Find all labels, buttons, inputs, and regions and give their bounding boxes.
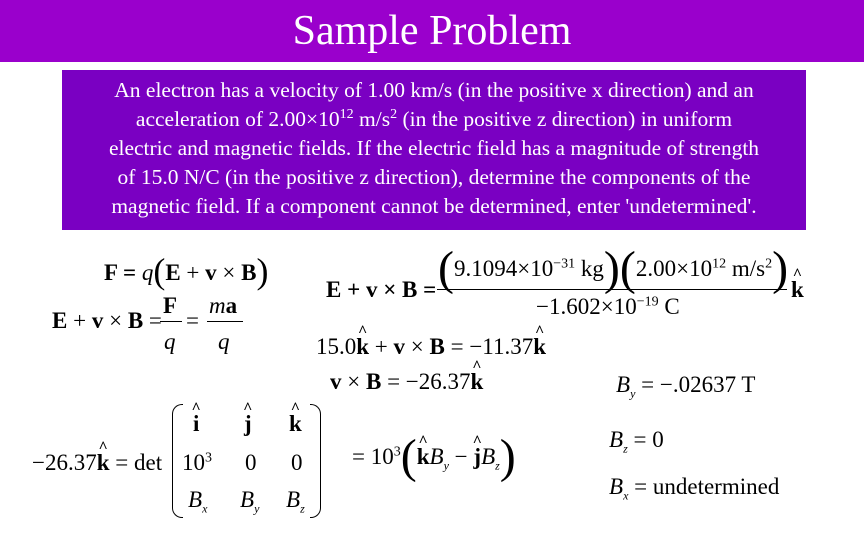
matrix-j-hat: ^ j [244, 411, 252, 437]
result-By: $B_y = -.02637$ T [616, 372, 756, 401]
substituted-k-unit: ^ k [791, 277, 804, 303]
fraction-bar-ma [207, 321, 243, 322]
lorentz-force-equation: F = q(E + v × B) [104, 251, 269, 291]
substituted-denominator: $-1.602\times 10^{-19}$ C [536, 294, 680, 319]
fraction-ma-denominator: q [218, 329, 230, 354]
problem-line-3: electric and magnetic fields. If the electric field has a magnitude of strength [108, 136, 760, 160]
problem-line-4: of 15.0 N/C (in the positive z direction), determine the components of the [117, 165, 751, 189]
rearranged-equation-lhs: E + v × B = [52, 308, 162, 333]
matrix-row2-col1: $10^3$ [182, 450, 212, 475]
matrix-i-hat: ^ i [193, 411, 199, 437]
expanded-determinant: = $10^3(\^{}$ $kB_y$ − ^ $jB_z$) [352, 442, 516, 472]
fraction-bar-F [160, 321, 182, 322]
step-a-equation: 15.0^ k + v × B = −11.37^ k [316, 334, 546, 360]
problem-line-5: magnetic field. If a component cannot be determined, enter 'undetermined'. [111, 194, 757, 218]
result-Bx: $B_x$ = undetermined [609, 474, 780, 503]
slide-title: Sample Problem [292, 8, 572, 54]
matrix-right-bracket [310, 404, 321, 518]
fraction-F-denominator: q [164, 329, 176, 354]
matrix-row2-col2: 0 [245, 450, 257, 475]
substituted-lhs: E + v × B = [326, 277, 437, 302]
step-b-equation: v × B = −26.37^ k [330, 369, 483, 395]
problem-statement [66, 76, 802, 221]
matrix-row2-col3: 0 [291, 450, 303, 475]
substituted-fraction-bar [437, 289, 787, 290]
matrix-k-hat: ^ k [289, 411, 302, 437]
matrix-Bz: $B_z$ [286, 487, 305, 516]
matrix-By: $B_y$ [240, 487, 260, 516]
problem-line-2: acceleration of $2.00\times 10^{12}$ $m/s^2$ (in the positive z direction) in uniform [135, 106, 733, 131]
determinant-lhs: −26.37^ k = det [32, 450, 162, 476]
substituted-numerator: ($9.1094\times 10^{-31}$ $kg)(2.00\times 10^{12}$ $m/s^2$) [438, 242, 789, 295]
equals-sign: = [186, 308, 199, 333]
matrix-Bx: $B_x$ [188, 487, 208, 516]
fraction-F-numerator: F [163, 293, 178, 318]
result-Bz: $B_z = 0$ [609, 427, 664, 456]
problem-line-1: An electron has a velocity of 1.00 km/s (in the positive x direction) and an [114, 78, 754, 102]
fraction-ma-numerator: ma [209, 293, 238, 318]
